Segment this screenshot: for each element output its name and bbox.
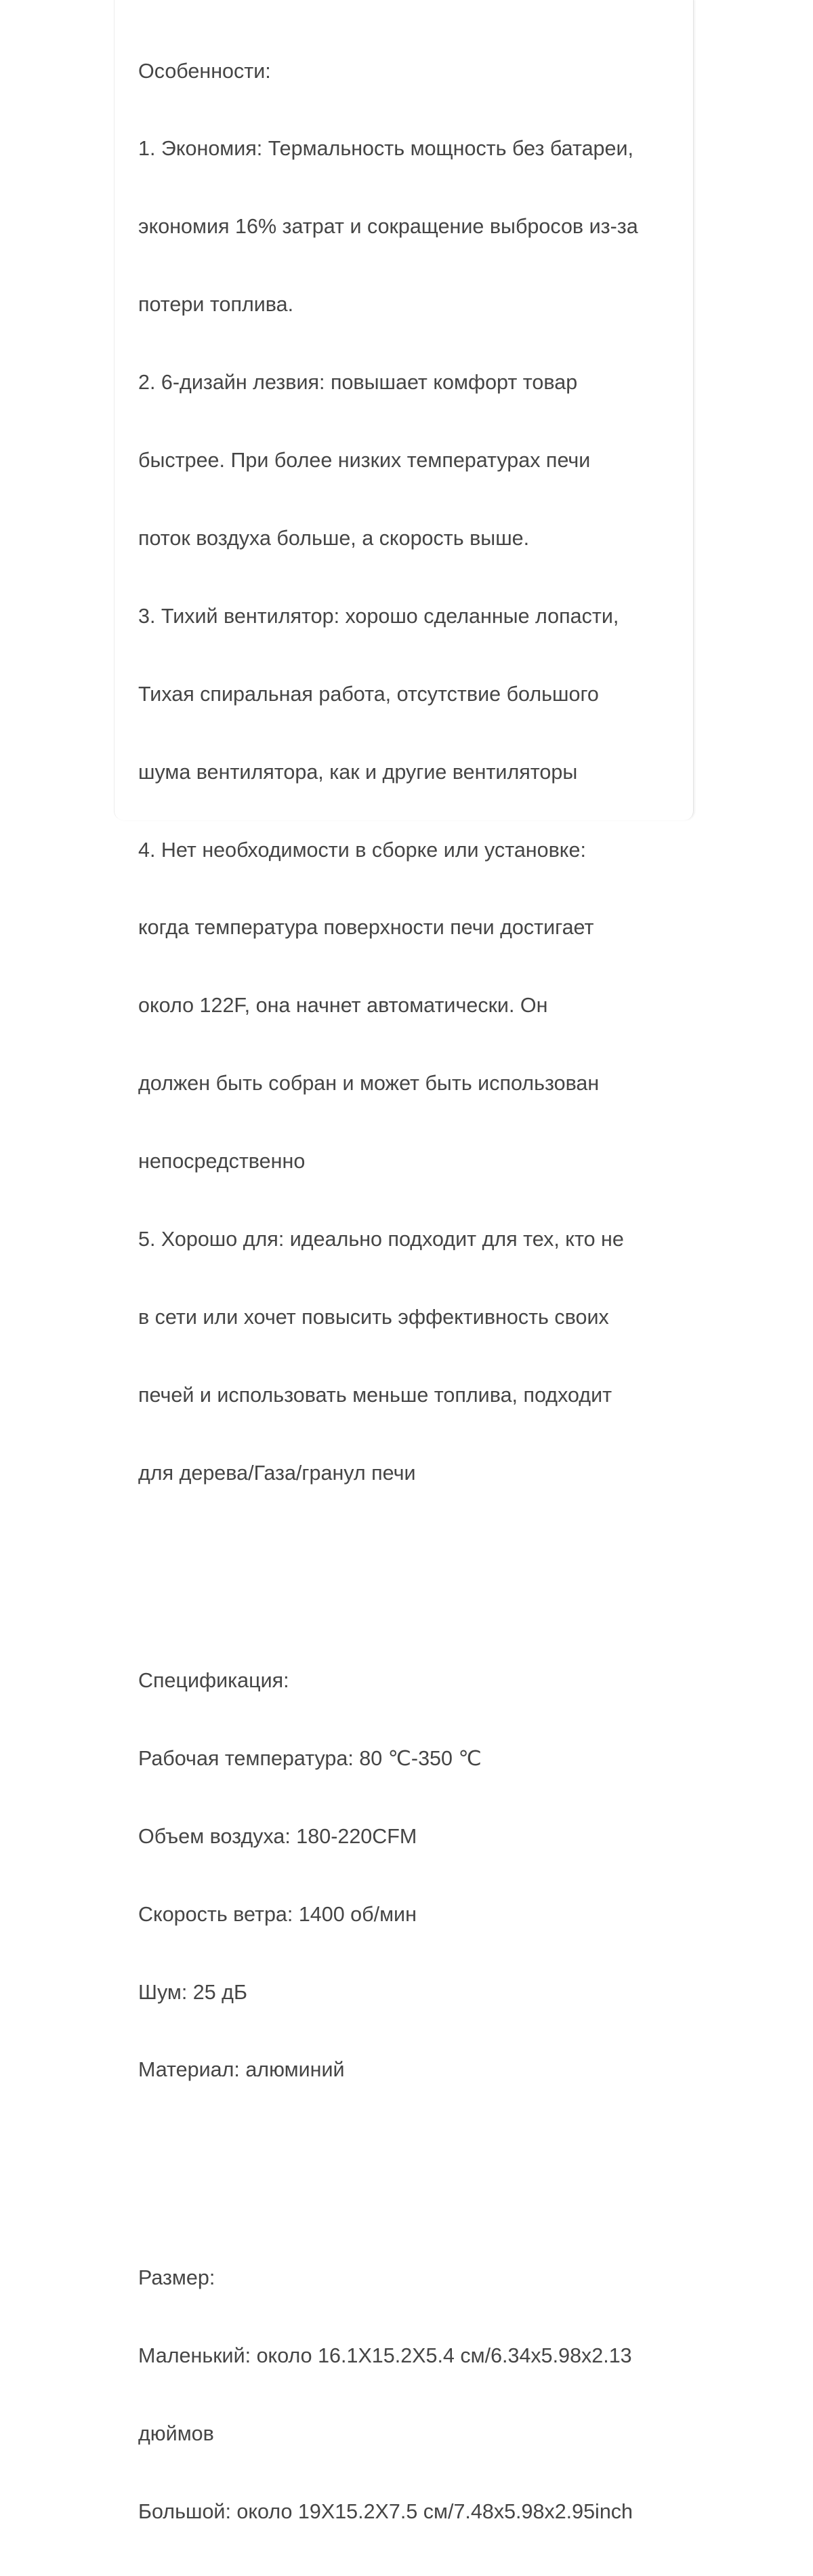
features-line: печей и использовать меньше топлива, подходит xyxy=(138,1383,612,1407)
features-line: Тихая спиральная работа, отсутствие большого xyxy=(138,682,599,706)
features-line: для дерева/Газа/гранул печи xyxy=(138,1461,416,1485)
features-line: быстрее. При более низких температурах печи xyxy=(138,449,591,472)
size-line: дюймов xyxy=(138,2421,214,2445)
features-line: 2. 6-дизайн лезвия: повышает комфорт товар xyxy=(138,371,578,395)
features-line: потери топлива. xyxy=(138,293,294,317)
spec-line: Рабочая температура: 80 ℃-350 ℃ xyxy=(138,1746,482,1770)
size-line: Маленький: около 16.1X15.2X5.4 см/6.34x5.98x2.13 xyxy=(138,2343,632,2367)
features-line: около 122F, она начнет автоматически. Он xyxy=(138,994,548,1018)
specs-heading: Спецификация: xyxy=(138,1669,289,1692)
size-line: Большой: около 19X15.2X7.5 см/7.48x5.98x2.95inch xyxy=(138,2499,633,2523)
spec-line: Шум: 25 дБ xyxy=(138,1980,247,2004)
spec-line: Объем воздуха: 180-220CFM xyxy=(138,1824,417,1848)
features-line: в сети или хочет повысить эффективность своих xyxy=(138,1305,609,1329)
features-line: поток воздуха больше, а скорость выше. xyxy=(138,526,530,550)
features-line: 4. Нет необходимости в сборке или установке: xyxy=(138,838,586,862)
features-line: должен быть собран и может быть использован xyxy=(138,1072,600,1095)
features-line: экономия 16% затрат и сокращение выбросов из-за xyxy=(138,215,638,239)
features-line: 5. Хорошо для: идеально подходит для тех, кто не xyxy=(138,1227,624,1251)
spec-line: Материал: алюминий xyxy=(138,2058,345,2082)
spec-line: Скорость ветра: 1400 об/мин xyxy=(138,1902,417,1926)
paragraph-gap xyxy=(138,2161,707,2187)
features-line: шума вентилятора, как и другие вентиляторы xyxy=(138,760,578,784)
features-line: когда температура поверхности печи достигает xyxy=(138,916,594,940)
size-heading: Размер: xyxy=(138,2266,215,2289)
features-line: 3. Тихий вентилятор: хорошо сделанные лопасти, xyxy=(138,604,619,628)
product-description-text xyxy=(138,6,707,2576)
features-line: непосредственно xyxy=(138,1150,306,1173)
features-line: 1. Экономия: Термальность мощность без батареи, xyxy=(138,137,633,161)
features-heading: Особенности: xyxy=(138,59,271,83)
paragraph-gap xyxy=(138,1564,707,1590)
